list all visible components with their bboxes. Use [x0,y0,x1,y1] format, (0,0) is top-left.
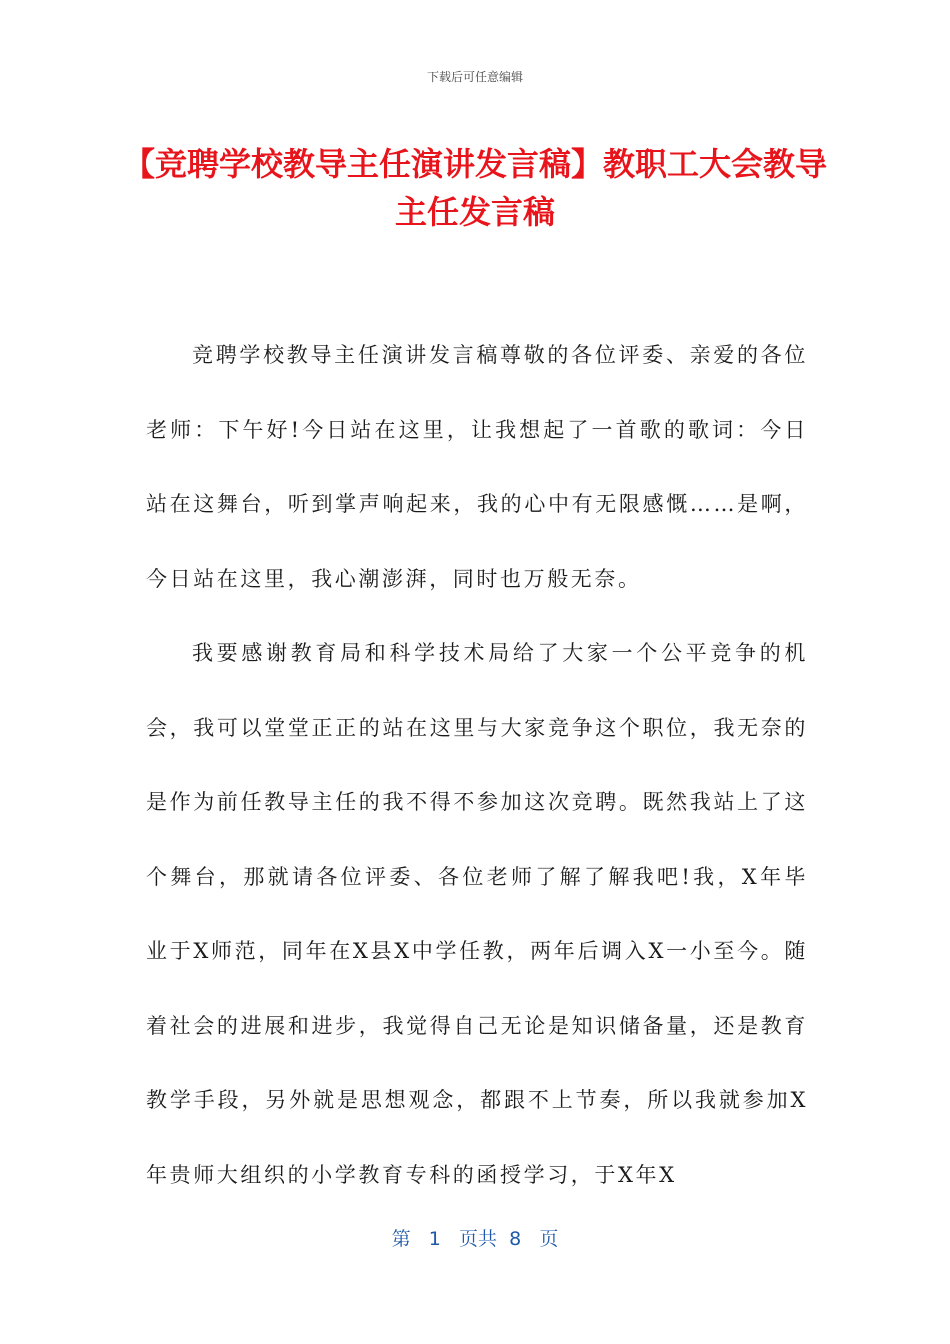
page-total: 8 [509,1228,522,1250]
header-note: 下载后可任意编辑 [426,70,523,84]
page-footer [0,1224,950,1251]
page-number: 1 [428,1228,441,1250]
document-title: 【竞聘学校教导主任演讲发言稿】教职工大会教导主任发言稿 [122,145,827,231]
page-middle: 页共 [459,1228,498,1250]
paragraph-2: 我要感谢教育局和科学技术局给了大家一个公平竞争的机会，我可以堂堂正正的站在这里与大家竞争这个职位，我无奈的是作为前任教导主任的我不得不参加这次竞聘。既然我站上了这个舞台，那就请各位评委、各位老师了解了解我吧!我，X年毕业于X师范，同年在X县X中学任教，两年后调入X一小至今。随着社会的进展和进步，我觉得自己无论是知识储备量，还是教育教学手段，另外就是思想观念，都跟不上节奏，所以我就参加X年贵师大组织的小学教育专科的函授学习，于X年X [146,641,808,1187]
page-suffix: 页 [539,1228,559,1250]
page-prefix: 第 [391,1228,411,1250]
document-body [146,318,808,1212]
paragraph-1: 竞聘学校教导主任演讲发言稿尊敬的各位评委、亲爱的各位老师：下午好!今日站在这里，让我想起了一首歌的歌词：今日站在这舞台，听到掌声响起来，我的心中有无限感慨……是啊，今日站在这里，我心潮澎湃，同时也万般无奈。 [146,343,808,591]
